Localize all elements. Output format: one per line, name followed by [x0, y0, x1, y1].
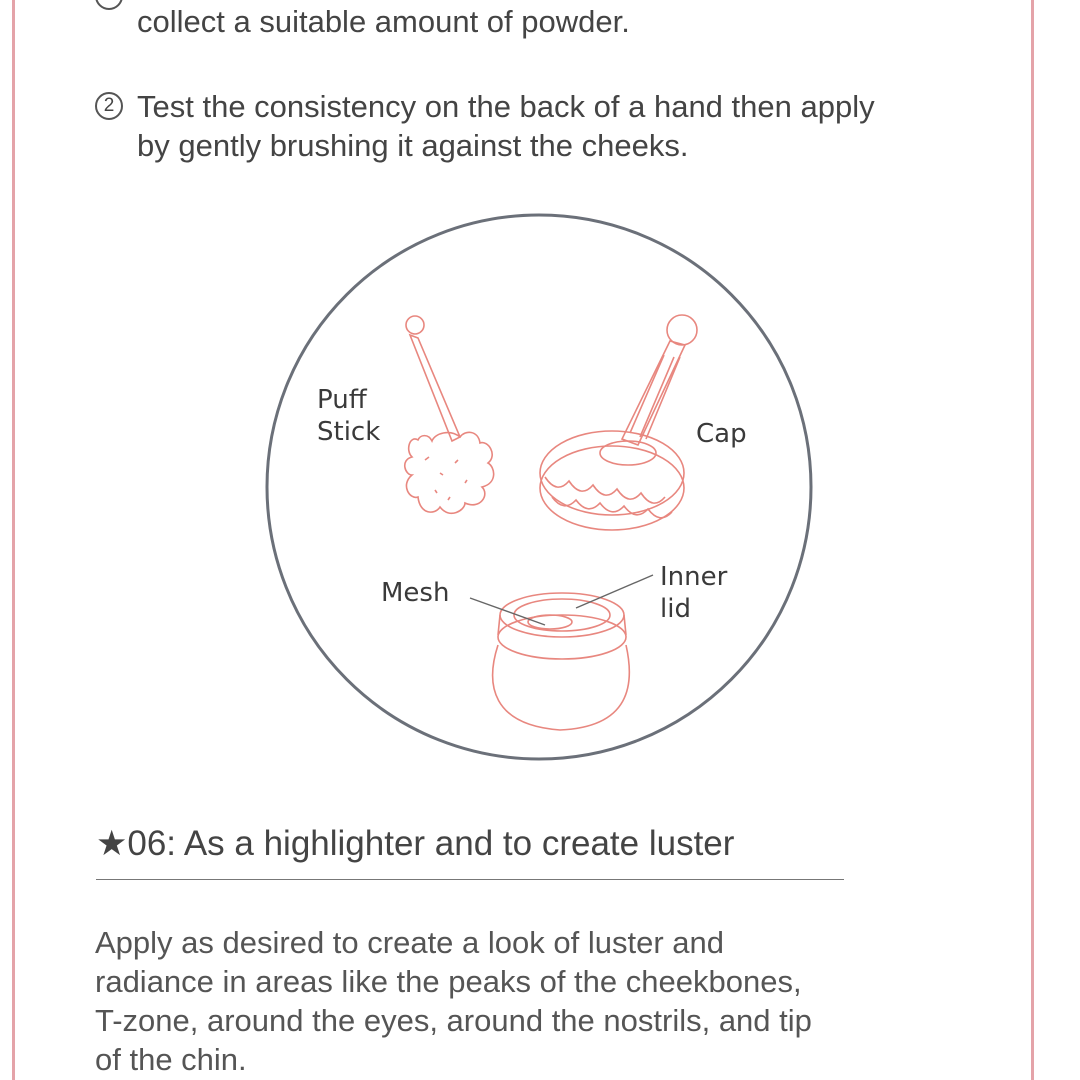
- section-divider: [96, 879, 844, 880]
- page-border-right: [1031, 0, 1034, 1080]
- body-line-3: T-zone, around the eyes, around the nostrils, and tip: [95, 1003, 812, 1038]
- step-2-line-2: by gently brushing it against the cheeks.: [137, 128, 689, 163]
- step-2-text: [137, 87, 875, 165]
- illustration-circle: [267, 215, 811, 759]
- label-stick: Stick: [317, 417, 381, 447]
- body-line-4: of the chin.: [95, 1042, 247, 1077]
- label-cap: Cap: [696, 419, 747, 449]
- page-border-left: [12, 0, 15, 1080]
- step-1-text-continuation: collect a suitable amount of powder.: [137, 4, 630, 39]
- label-puff: Puff: [317, 385, 367, 415]
- label-mesh: Mesh: [381, 578, 450, 608]
- body-line-1: Apply as desired to create a look of luster and: [95, 925, 724, 960]
- label-lid: lid: [660, 594, 691, 624]
- product-illustration: [260, 205, 820, 765]
- label-inner: Inner: [660, 562, 728, 592]
- cap-drawing: [540, 315, 697, 530]
- body-line-2: radiance in areas like the peaks of the cheekbones,: [95, 964, 802, 999]
- step-2-number: 2: [95, 92, 123, 120]
- step-1-number: [95, 0, 123, 10]
- section-title: ★06: As a highlighter and to create luster: [96, 824, 735, 863]
- section-body: [95, 923, 975, 1079]
- step-2-line-1: Test the consistency on the back of a hand then apply: [137, 89, 875, 124]
- puff-stick-drawing: [405, 316, 494, 513]
